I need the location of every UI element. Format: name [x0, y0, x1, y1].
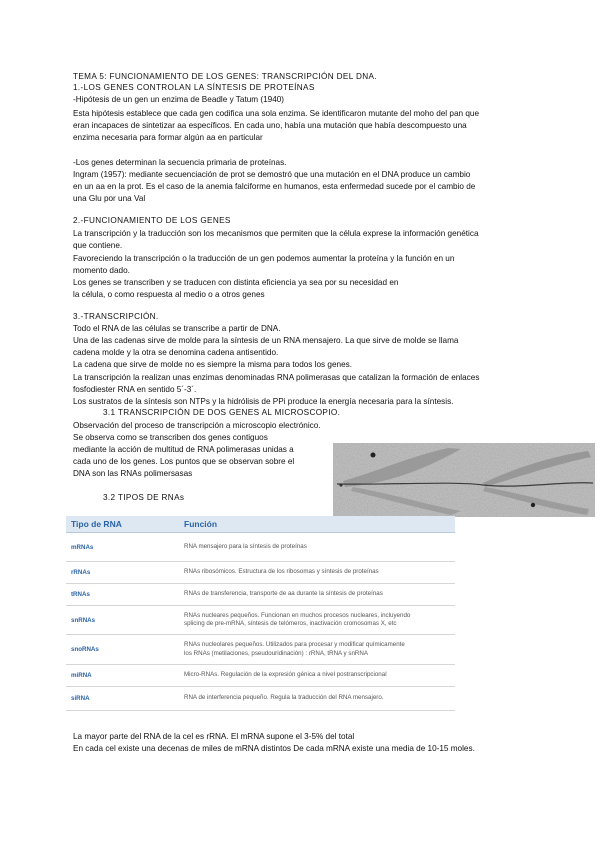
column-header-type: Tipo de RNA — [66, 516, 179, 533]
table-row — [66, 687, 455, 711]
section-1-heading: 1.-LOS GENES CONTROLAN LA SÍNTESIS DE PROTEÍNAS — [73, 83, 315, 92]
paragraph-line: cada uno de los genes. Los puntos que se observan sobre el — [73, 457, 295, 466]
rna-type-cell: miRNA — [66, 665, 179, 687]
paragraph-line: Ingram (1957): mediante secuenciación de prot se demostró que una mutación en el DNA produce un cambio — [73, 170, 471, 179]
table-row — [66, 665, 455, 687]
paragraph-line: la célula, o como respuesta al medio o a otros genes — [73, 290, 265, 299]
paragraph-line: enzima necesaria para formar algún aa en particular — [73, 133, 263, 142]
paragraph-line: Una de las cadenas sirve de molde para la síntesis de un RNA mensajero. La que sirve de molde se llama — [73, 336, 459, 345]
table-row — [66, 533, 455, 562]
table-row — [66, 584, 455, 606]
paragraph-line: una Glu por una Val — [73, 194, 146, 203]
table-row — [66, 562, 455, 584]
paragraph-line: Se observa como se transcriben dos genes contiguos — [73, 433, 268, 442]
rna-function-cell: Micro-RNAs. Regulación de la expresión génica a nivel postranscripcional — [179, 665, 455, 687]
rna-function-cell: RNAs de transferencia, transporte de aa durante la síntesis de proteínas — [179, 584, 455, 606]
rna-type-cell: siRNA — [66, 687, 179, 711]
column-header-function: Función — [179, 516, 455, 533]
subsection-3-2-heading: 3.2 TIPOS DE RNAs — [103, 493, 185, 502]
paragraph-line: Esta hipótesis establece que cada gen codifica una sola enzima. Se identificaron mutante del moho del pan que — [73, 109, 480, 118]
rna-type-cell: snRNAs — [66, 606, 179, 635]
section-2-heading: 2.-FUNCIONAMIENTO DE LOS GENES — [73, 216, 231, 225]
paragraph-line: cadena molde y la otra se denomina cadena antisentido. — [73, 348, 279, 357]
document-title: TEMA 5: FUNCIONAMIENTO DE LOS GENES: TRANSCRIPCIÓN DEL DNA. — [73, 72, 377, 81]
paragraph-line: Todo el RNA de las células se transcribe a partir de DNA. — [73, 324, 281, 333]
rna-function-cell: RNA mensajero para la síntesis de proteínas — [179, 533, 455, 562]
paragraph-line: Favoreciendo la transcripción o la traducción de un gen podemos aumentar la proteína y la función en un — [73, 254, 455, 263]
rna-type-cell: mRNAs — [66, 533, 179, 562]
hypothesis-heading: -Hipótesis de un gen un enzima de Beadle y Tatum (1940) — [73, 95, 285, 104]
paragraph-line: Los genes se transcriben y se traducen con distinta eficiencia ya sea por su necesidad en — [73, 278, 399, 287]
paragraph-line: mediante la acción de multitud de RNA polimerasas unidas a — [73, 445, 294, 454]
paragraph-line: La transcripción y la traducción son los mecanismos que permiten que la célula exprese la información genética — [73, 229, 479, 238]
transcription-micrograph — [333, 443, 595, 517]
footer-line: La mayor parte del RNA de la cel es rRNA. El mRNA supone el 3-5% del total — [73, 732, 355, 741]
proteins-heading: -Los genes determinan la secuencia primaria de proteínas. — [73, 158, 287, 167]
paragraph-line: Los sustratos de la síntesis son NTPs y la hidrólisis de PPi produce la energía necesaria para la síntesis. — [73, 397, 454, 406]
footer-line: En cada cel existe una decenas de miles de mRNA distintos De cada mRNA existe una media de 10-15 moles. — [73, 744, 475, 753]
paragraph-line: DNA son las RNAs polimersasas — [73, 469, 193, 478]
paragraph-line: en un aa en la prot. Es el caso de la anemia falciforme en humanos, esta enfermedad sucede por el cambio de — [73, 182, 476, 191]
paragraph-line: que contiene. — [73, 241, 123, 250]
paragraph-line: fosfodiester RNA en sentido 5´-3´. — [73, 385, 197, 394]
rna-function-cell: RNAs nucleares pequeños. Funcionan en muchos procesos nucleares, incluyendo splicing de pre-mRNA, síntesis de telómeros, inactivación cromosomas X, etc — [179, 606, 455, 635]
rna-type-cell: snoRNAs — [66, 635, 179, 665]
rna-type-cell: tRNAs — [66, 584, 179, 606]
rna-type-cell: rRNAs — [66, 562, 179, 584]
rna-function-cell: RNAs nucleolares pequeños. Utilizados para procesar y modificar químicamente los RNAs (metilaciones, pseudouridinación) : rRNA, tRNA y snRNA — [179, 635, 455, 665]
section-3-heading: 3.-TRANSCRIPCIÓN. — [73, 312, 159, 321]
paragraph-line: momento dado. — [73, 266, 130, 275]
paragraph-line: eran incapaces de sintetizar aa específicos. En cada uno, había una mutación que había descompuesto una — [73, 121, 467, 130]
rna-types-table — [66, 516, 455, 711]
table-row — [66, 606, 455, 635]
paragraph-line: La transcripción la realizan unas enzimas denominadas RNA polimerasas que catalizan la formación de enlaces — [73, 373, 480, 382]
rna-function-cell: RNA de interferencia pequeño. Regula la traducción del RNA mensajero. — [179, 687, 455, 711]
rna-function-cell: RNAs ribosómicos. Estructura de los ribosomas y síntesis de proteínas — [179, 562, 455, 584]
table-header-row — [66, 516, 455, 533]
paragraph-line: La cadena que sirve de molde no es siempre la misma para todos los genes. — [73, 360, 352, 369]
paragraph-line: Observación del proceso de transcripción a microscopio electrónico. — [73, 421, 321, 430]
electron-micrograph-image — [333, 443, 595, 517]
subsection-3-1-heading: 3.1 TRANSCRIPCIÓN DE DOS GENES AL MICROSCOPIO. — [103, 408, 341, 417]
table-row — [66, 635, 455, 665]
